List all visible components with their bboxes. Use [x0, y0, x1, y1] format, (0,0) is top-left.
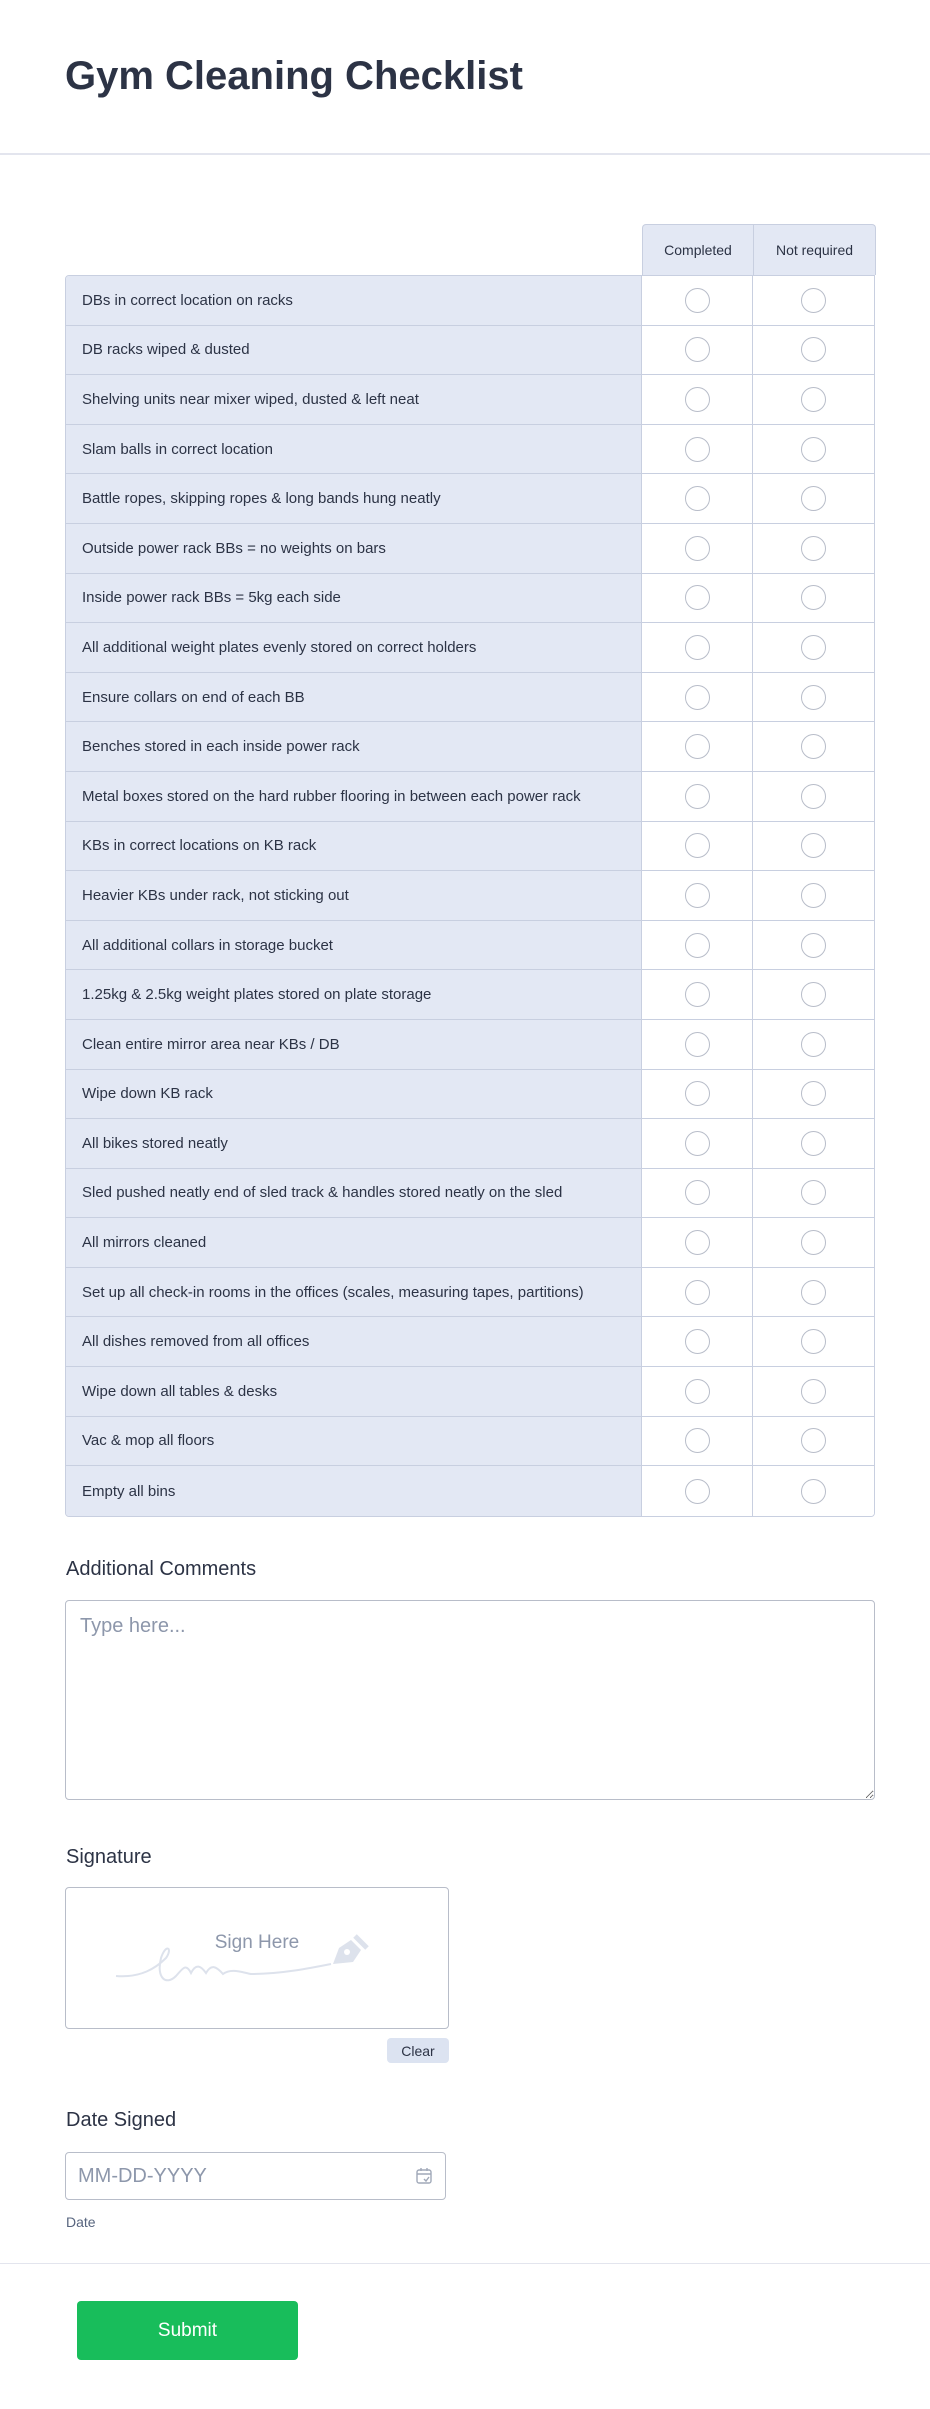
row-label: Benches stored in each inside power rack	[66, 722, 642, 771]
table-row	[66, 1070, 874, 1120]
row-label: DBs in correct location on racks	[66, 276, 642, 325]
cell-completed	[642, 524, 753, 573]
radio-not-required[interactable]	[801, 1280, 826, 1305]
cell-not-required	[753, 623, 874, 672]
table-row	[66, 772, 874, 822]
signature-hint: Sign Here	[214, 1932, 300, 1953]
row-label: All mirrors cleaned	[66, 1218, 642, 1267]
radio-completed[interactable]	[685, 1230, 710, 1255]
table-row	[66, 1367, 874, 1417]
signature-label: Signature	[66, 1846, 152, 1868]
row-label: Inside power rack BBs = 5kg each side	[66, 574, 642, 623]
radio-not-required[interactable]	[801, 784, 826, 809]
row-label: Heavier KBs under rack, not sticking out	[66, 871, 642, 920]
signature-pen-icon	[111, 1928, 401, 1998]
cell-completed	[642, 1218, 753, 1267]
radio-completed[interactable]	[685, 1379, 710, 1404]
radio-not-required[interactable]	[801, 288, 826, 313]
column-header-completed: Completed	[643, 225, 754, 275]
radio-completed[interactable]	[685, 1280, 710, 1305]
cell-not-required	[753, 673, 874, 722]
form-header	[0, 0, 930, 155]
cell-not-required	[753, 524, 874, 573]
cell-not-required	[753, 276, 874, 325]
row-label: Sled pushed neatly end of sled track & handles stored neatly on the sled	[66, 1169, 642, 1218]
radio-not-required[interactable]	[801, 1329, 826, 1354]
radio-not-required[interactable]	[801, 685, 826, 710]
table-row	[66, 1218, 874, 1268]
radio-not-required[interactable]	[801, 1131, 826, 1156]
row-label: Slam balls in correct location	[66, 425, 642, 474]
table-row	[66, 871, 874, 921]
cell-not-required	[753, 1417, 874, 1466]
radio-completed[interactable]	[685, 1081, 710, 1106]
radio-not-required[interactable]	[801, 635, 826, 660]
row-label: All bikes stored neatly	[66, 1119, 642, 1168]
radio-completed[interactable]	[685, 883, 710, 908]
radio-not-required[interactable]	[801, 883, 826, 908]
calendar-icon[interactable]	[415, 2167, 433, 2185]
cell-completed	[642, 425, 753, 474]
cell-completed	[642, 871, 753, 920]
table-row	[66, 1317, 874, 1367]
cell-completed	[642, 822, 753, 871]
cell-completed	[642, 1070, 753, 1119]
radio-completed[interactable]	[685, 387, 710, 412]
table-row	[66, 1268, 874, 1318]
radio-not-required[interactable]	[801, 1180, 826, 1205]
matrix-rows	[65, 275, 875, 1517]
cell-completed	[642, 921, 753, 970]
footer-divider	[0, 2263, 930, 2264]
date-sublabel: Date	[66, 2214, 96, 2230]
cell-completed	[642, 1466, 753, 1516]
cell-not-required	[753, 1070, 874, 1119]
cell-not-required	[753, 970, 874, 1019]
signature-pad[interactable]	[65, 1887, 449, 2029]
row-label: Battle ropes, skipping ropes & long bands hung neatly	[66, 474, 642, 523]
date-input[interactable]	[66, 2153, 386, 2199]
cell-completed	[642, 970, 753, 1019]
table-row	[66, 921, 874, 971]
row-label: All additional weight plates evenly stored on correct holders	[66, 623, 642, 672]
cell-not-required	[753, 1218, 874, 1267]
row-label: Ensure collars on end of each BB	[66, 673, 642, 722]
radio-not-required[interactable]	[801, 1230, 826, 1255]
radio-not-required[interactable]	[801, 1479, 826, 1504]
matrix-header	[642, 224, 876, 275]
row-label: DB racks wiped & dusted	[66, 326, 642, 375]
column-header-not-required: Not required	[775, 242, 854, 258]
radio-completed[interactable]	[685, 1032, 710, 1057]
radio-not-required[interactable]	[801, 387, 826, 412]
row-label: All additional collars in storage bucket	[66, 921, 642, 970]
radio-not-required[interactable]	[801, 337, 826, 362]
radio-not-required[interactable]	[801, 933, 826, 958]
row-label: Metal boxes stored on the hard rubber flooring in between each power rack	[66, 772, 642, 821]
cell-completed	[642, 276, 753, 325]
radio-completed[interactable]	[685, 536, 710, 561]
table-row	[66, 524, 874, 574]
cell-completed	[642, 1367, 753, 1416]
row-label: Set up all check-in rooms in the offices (scales, measuring tapes, partitions)	[66, 1268, 642, 1317]
comments-label: Additional Comments	[66, 1558, 257, 1580]
row-label: All dishes removed from all offices	[66, 1317, 642, 1366]
table-row	[66, 276, 874, 326]
cell-not-required	[753, 1020, 874, 1069]
table-row	[66, 1119, 874, 1169]
row-label: 1.25kg & 2.5kg weight plates stored on plate storage	[66, 970, 642, 1019]
cell-completed	[642, 1417, 753, 1466]
cell-completed	[642, 623, 753, 672]
comments-textarea[interactable]	[65, 1600, 875, 1800]
radio-completed[interactable]	[685, 288, 710, 313]
table-row	[66, 673, 874, 723]
row-label: Empty all bins	[66, 1466, 642, 1516]
cell-completed	[642, 673, 753, 722]
cell-completed	[642, 574, 753, 623]
radio-completed[interactable]	[685, 982, 710, 1007]
cell-not-required	[753, 326, 874, 375]
cell-not-required	[753, 1367, 874, 1416]
cell-not-required	[753, 375, 874, 424]
cell-completed	[642, 1020, 753, 1069]
radio-completed[interactable]	[685, 734, 710, 759]
table-row	[66, 822, 874, 872]
row-label: Clean entire mirror area near KBs / DB	[66, 1020, 642, 1069]
cell-completed	[642, 1119, 753, 1168]
cell-completed	[642, 1268, 753, 1317]
radio-not-required[interactable]	[801, 833, 826, 858]
cell-completed	[642, 1169, 753, 1218]
radio-not-required[interactable]	[801, 982, 826, 1007]
table-row	[66, 574, 874, 624]
row-label: KBs in correct locations on KB rack	[66, 822, 642, 871]
radio-completed[interactable]	[685, 933, 710, 958]
cell-not-required	[753, 722, 874, 771]
row-label: Shelving units near mixer wiped, dusted & left neat	[66, 375, 642, 424]
table-row	[66, 375, 874, 425]
radio-completed[interactable]	[685, 1428, 710, 1453]
radio-not-required[interactable]	[801, 585, 826, 610]
cell-completed	[642, 722, 753, 771]
radio-completed[interactable]	[685, 685, 710, 710]
radio-not-required[interactable]	[801, 486, 826, 511]
radio-not-required[interactable]	[801, 1032, 826, 1057]
cell-completed	[642, 326, 753, 375]
table-row	[66, 1466, 874, 1516]
cell-completed	[642, 772, 753, 821]
cell-not-required	[753, 871, 874, 920]
cell-not-required	[753, 1466, 874, 1516]
row-label: Outside power rack BBs = no weights on bars	[66, 524, 642, 573]
cell-completed	[642, 474, 753, 523]
radio-completed[interactable]	[685, 437, 710, 462]
table-row	[66, 722, 874, 772]
radio-not-required[interactable]	[801, 734, 826, 759]
table-row	[66, 1169, 874, 1219]
cell-completed	[642, 1317, 753, 1366]
radio-not-required[interactable]	[801, 1428, 826, 1453]
cell-not-required	[753, 1317, 874, 1366]
radio-not-required[interactable]	[801, 1081, 826, 1106]
radio-completed[interactable]	[685, 585, 710, 610]
table-row	[66, 326, 874, 376]
radio-completed[interactable]	[685, 833, 710, 858]
table-row	[66, 1417, 874, 1467]
table-row	[66, 425, 874, 475]
radio-not-required[interactable]	[801, 1379, 826, 1404]
radio-completed[interactable]	[685, 1479, 710, 1504]
cell-not-required	[753, 1169, 874, 1218]
table-row	[66, 474, 874, 524]
radio-completed[interactable]	[685, 1329, 710, 1354]
table-row	[66, 623, 874, 673]
row-label: Wipe down all tables & desks	[66, 1367, 642, 1416]
row-label: Wipe down KB rack	[66, 1070, 642, 1119]
cell-not-required	[753, 921, 874, 970]
radio-completed[interactable]	[685, 337, 710, 362]
date-label: Date Signed	[66, 2109, 177, 2131]
radio-completed[interactable]	[685, 1180, 710, 1205]
cell-not-required	[753, 425, 874, 474]
date-field[interactable]	[65, 2152, 446, 2200]
cell-not-required	[753, 574, 874, 623]
cell-not-required	[753, 822, 874, 871]
cell-not-required	[753, 1119, 874, 1168]
table-row	[66, 1020, 874, 1070]
cell-not-required	[753, 772, 874, 821]
radio-not-required[interactable]	[801, 437, 826, 462]
cell-not-required	[753, 1268, 874, 1317]
page-title: Gym Cleaning Checklist	[65, 54, 523, 98]
radio-completed[interactable]	[685, 486, 710, 511]
radio-completed[interactable]	[685, 784, 710, 809]
radio-completed[interactable]	[685, 635, 710, 660]
row-label: Vac & mop all floors	[66, 1417, 642, 1466]
table-row	[66, 970, 874, 1020]
radio-not-required[interactable]	[801, 536, 826, 561]
radio-completed[interactable]	[685, 1131, 710, 1156]
cell-not-required	[753, 474, 874, 523]
clear-signature-button[interactable]: Clear	[387, 2038, 449, 2063]
cell-completed	[642, 375, 753, 424]
submit-button[interactable]: Submit	[77, 2301, 298, 2360]
